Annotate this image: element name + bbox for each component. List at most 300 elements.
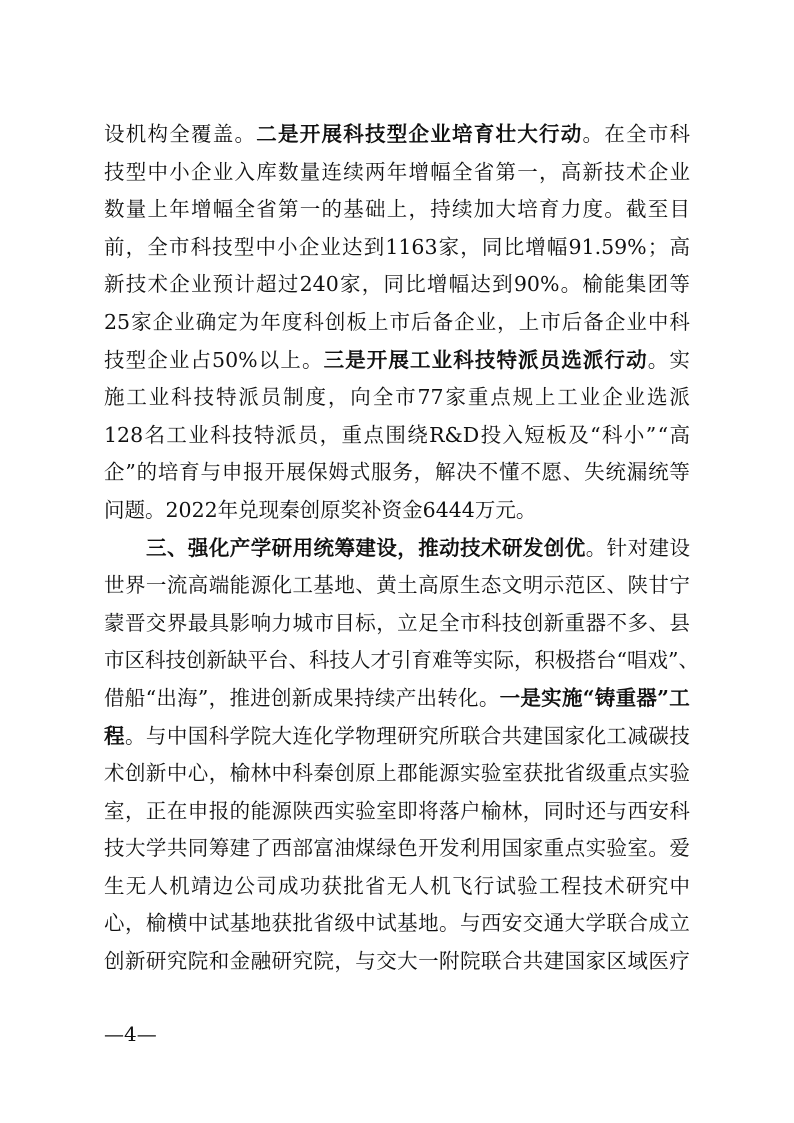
text-char: 对 [627, 535, 649, 560]
text-char: 文 [501, 573, 523, 598]
text-char: “ [145, 685, 157, 710]
text-char: 业 [212, 159, 234, 184]
text-char: 重 [606, 761, 627, 786]
text-char: 上 [376, 761, 397, 786]
text-char: 解 [434, 460, 456, 485]
bold-text-char: 二 [256, 122, 277, 146]
text-char: 榆 [229, 761, 251, 786]
text-char: 船 [124, 685, 146, 710]
text-char: 榆 [145, 911, 167, 936]
text-char: 实 [648, 761, 669, 786]
bold-text-char: 是 [520, 685, 541, 710]
text-char: “ [590, 422, 601, 447]
text-char: 上 [147, 197, 168, 222]
text-char: 陕 [627, 573, 648, 598]
text-char: 端 [208, 573, 230, 598]
text-char: 库 [256, 159, 277, 184]
text-char: 了 [250, 836, 272, 861]
text-char: 过 [277, 272, 299, 297]
text-char: 进 [250, 685, 271, 710]
text-char: 出 [416, 685, 437, 710]
text-char: 开 [418, 836, 439, 861]
text-line [104, 116, 690, 154]
text-char: 不 [477, 460, 499, 485]
text-char: 验 [480, 761, 502, 786]
text-char: 科 [669, 122, 690, 146]
text-char: 国 [543, 723, 565, 748]
text-char: 多 [627, 610, 648, 635]
text-char: 共 [501, 723, 523, 748]
text-char: 即 [397, 798, 418, 823]
text-char: 转 [437, 685, 458, 710]
text-char: 新 [104, 272, 125, 297]
text-char: 同 [543, 798, 565, 823]
text-char: 验 [355, 798, 376, 823]
text-char: 元 [495, 497, 516, 522]
text-char: ， [327, 385, 349, 410]
text-line [104, 755, 690, 793]
bold-text-char: 科 [343, 122, 364, 146]
text-char: 上 [518, 309, 540, 334]
text-char: 选 [646, 385, 668, 410]
text-char: 县 [669, 610, 690, 635]
text-char: 技 [104, 347, 125, 372]
text-char: 兑 [238, 497, 259, 522]
text-char: 行 [473, 873, 495, 898]
text-char: ， [539, 159, 560, 184]
text-char: 中 [147, 159, 168, 184]
text-char: 幅 [546, 234, 568, 259]
text-char: 中 [187, 911, 209, 936]
text-char: 型 [125, 347, 147, 372]
text-char: 甘 [648, 573, 669, 598]
text-char: R&D [429, 422, 480, 447]
text-char: 业 [669, 159, 690, 184]
text-char: 市 [395, 385, 416, 410]
text-char: 小 [623, 422, 645, 447]
text-char: 集 [625, 272, 647, 297]
text-char: 、 [355, 573, 376, 598]
text-char: 试 [208, 911, 230, 936]
text-char: 服 [371, 460, 392, 485]
text-char: 国 [564, 949, 586, 974]
text-char: 高 [187, 573, 209, 598]
bold-text-char: 派 [582, 347, 604, 372]
text-char: 公 [234, 873, 255, 898]
bold-text-char: 研 [271, 535, 293, 560]
text-char: 点 [627, 761, 648, 786]
text-char: 度 [281, 309, 303, 334]
bold-text-char: 、 [166, 535, 188, 560]
text-char: 截 [626, 197, 647, 222]
text-line [104, 454, 690, 492]
text-char: 年 [217, 497, 239, 522]
text-char: 秦 [313, 761, 334, 786]
text-char: 家 [522, 836, 544, 861]
text-char: 。 [604, 197, 625, 222]
text-char: 派 [238, 385, 259, 410]
text-char: 影 [229, 610, 251, 635]
text-char: 续 [343, 159, 364, 184]
text-char: 学 [229, 723, 251, 748]
text-char: 研 [271, 949, 292, 974]
bold-text-char: 开 [299, 122, 321, 146]
text-char: 设 [669, 535, 690, 560]
text-char: 化 [585, 723, 607, 748]
text-char: 究 [647, 873, 669, 898]
text-char: 中 [255, 234, 276, 259]
text-char: 年 [386, 159, 408, 184]
text-char: 、 [678, 648, 699, 673]
bold-text-char: 员 [539, 347, 561, 372]
text-char: 础 [365, 197, 386, 222]
text-char: 。 [648, 836, 669, 861]
text-char: 晋 [124, 610, 146, 635]
text-char: 中 [355, 911, 376, 936]
text-char: 申 [187, 798, 209, 823]
text-char: 针 [606, 535, 628, 560]
text-char: 全 [452, 159, 473, 184]
text-char: 确 [195, 309, 217, 334]
text-char: 与 [145, 723, 167, 748]
text-char: 产 [395, 685, 417, 710]
text-char: 点 [490, 385, 511, 410]
text-char: 育 [411, 648, 432, 673]
text-char: 化 [313, 723, 334, 748]
text-char: 力 [271, 610, 292, 635]
text-char: 全 [439, 610, 460, 635]
text-char: ， [376, 610, 397, 635]
bold-text-char: 科 [453, 347, 474, 372]
text-char: 连 [321, 159, 342, 184]
text-char: 与 [606, 798, 627, 823]
text-char: 研 [145, 949, 167, 974]
text-char: 定 [217, 309, 238, 334]
text-char: 业 [188, 422, 209, 447]
text-char: 高 [669, 422, 690, 447]
text-char: 试 [495, 873, 516, 898]
text-char: ， [497, 309, 518, 334]
text-char: 。 [124, 723, 146, 748]
body-text [104, 116, 699, 981]
text-char: 创 [124, 761, 146, 786]
text-char: 等 [669, 272, 690, 297]
text-char: 、 [606, 573, 627, 598]
text-char: 研 [397, 723, 418, 748]
text-char: 油 [334, 836, 355, 861]
text-char: 年 [169, 197, 190, 222]
text-char: 入 [502, 422, 524, 447]
text-char: 院 [313, 949, 334, 974]
text-char: 验 [669, 761, 690, 786]
bold-text-char: 一 [499, 685, 521, 710]
text-char: ， [319, 422, 341, 447]
text-char: 交 [522, 911, 544, 936]
text-char: 业 [168, 347, 190, 372]
text-char: 绿 [376, 836, 397, 861]
text-char: 员 [297, 422, 319, 447]
text-char: 达 [342, 234, 363, 259]
text-char: 术 [104, 761, 125, 786]
text-char: ， [361, 272, 383, 297]
text-char: 成 [278, 873, 299, 898]
text-line [104, 718, 690, 756]
text-char: 标 [355, 610, 376, 635]
text-char: 愿 [541, 460, 563, 485]
text-char: 建 [522, 723, 544, 748]
text-char: 术 [604, 873, 625, 898]
text-char: 高 [560, 159, 582, 184]
text-char: 市 [540, 309, 561, 334]
text-char: 域 [627, 949, 648, 974]
text-char: 技 [212, 234, 233, 259]
text-char: 、 [648, 610, 669, 635]
text-char: 究 [166, 949, 188, 974]
bold-text-char: 铸 [594, 685, 616, 710]
text-char: 达 [470, 272, 491, 297]
bold-text-char: 三 [146, 535, 167, 560]
text-line [104, 342, 690, 380]
text-char: 报 [243, 460, 264, 485]
text-char: 构 [147, 122, 168, 146]
text-char: 。 [515, 497, 537, 522]
text-char: 碳 [648, 723, 669, 748]
text-char: 获 [321, 873, 342, 898]
text-char: 入 [234, 159, 255, 184]
text-char: 引 [391, 648, 412, 673]
text-char: 技 [193, 385, 215, 410]
text-char: 规 [512, 385, 534, 410]
text-char: 覆 [191, 122, 212, 146]
text-char: 短 [524, 422, 545, 447]
bold-text-char: 建 [355, 535, 376, 560]
text-char: 上 [280, 347, 301, 372]
bold-text-char: 特 [496, 347, 517, 372]
text-char: 落 [439, 798, 460, 823]
text-char: 。 [301, 347, 323, 372]
bold-text-char: 技 [474, 347, 496, 372]
text-char: 黄 [376, 573, 397, 598]
text-char: 及 [568, 422, 589, 447]
bold-text-char: 行 [604, 347, 625, 372]
text-char: 团 [647, 272, 669, 297]
text-char: 科 [292, 761, 313, 786]
text-char: 交 [145, 610, 167, 635]
text-char: 与 [355, 949, 376, 974]
text-char: 幅 [212, 197, 234, 222]
text-char: 林 [250, 761, 272, 786]
bold-text-char: 动 [560, 122, 582, 146]
text-char: 界 [166, 610, 188, 635]
text-char: 量 [125, 197, 147, 222]
text-char: 企 [647, 159, 669, 184]
bold-text-char: 技 [460, 535, 481, 560]
text-char: 原 [439, 573, 460, 598]
text-char: 缺 [227, 648, 248, 673]
text-char: 戏 [647, 648, 668, 673]
text-char: 创 [271, 685, 292, 710]
text-char: 新 [145, 761, 167, 786]
bold-text-char: 统 [313, 535, 334, 560]
text-char: 立 [397, 610, 418, 635]
text-char: 机 [169, 873, 190, 898]
text-line [104, 642, 699, 680]
text-char: 研 [626, 873, 647, 898]
bold-text-char: 企 [408, 122, 429, 146]
text-char: 开 [264, 460, 285, 485]
text-char: 型 [233, 234, 255, 259]
text-char: 地 [334, 573, 355, 598]
text-char: 科 [669, 798, 690, 823]
text-char: 安 [648, 798, 669, 823]
text-char: 设 [104, 122, 125, 146]
text-char: 基 [313, 573, 334, 598]
bold-text-char: 设 [376, 535, 397, 560]
text-char: ， [413, 460, 435, 485]
text-char: 中 [166, 723, 188, 748]
text-char: 技 [104, 836, 125, 861]
text-line [104, 943, 690, 981]
text-char: 万 [474, 497, 496, 522]
text-char: 建 [648, 535, 669, 560]
text-char: 海 [177, 685, 198, 710]
text-char: 后 [411, 309, 432, 334]
text-char: 业 [626, 309, 647, 334]
text-char: 理 [376, 723, 397, 748]
text-char: 目 [334, 610, 355, 635]
text-char: 一 [418, 949, 439, 974]
text-char: 土 [397, 573, 418, 598]
text-char: 90% [513, 272, 560, 297]
text-char: 不 [606, 610, 627, 635]
text-char: 同 [481, 234, 503, 259]
text-char: 大 [495, 197, 516, 222]
bold-text-char: 优 [564, 535, 586, 560]
text-char: 企 [147, 347, 168, 372]
text-char: 科 [669, 309, 690, 334]
text-char: 围 [385, 422, 406, 447]
text-char: 在 [166, 798, 188, 823]
text-char: 借 [104, 685, 125, 710]
bold-text-char: 工 [410, 347, 431, 372]
text-char: 业 [475, 309, 497, 334]
text-char: 批 [292, 911, 313, 936]
text-char: ， [124, 911, 146, 936]
bold-text-char: ” [657, 685, 669, 710]
text-char: 制 [283, 385, 304, 410]
text-char: 业 [579, 385, 601, 410]
text-char: 重 [564, 610, 586, 635]
text-char: 新 [582, 159, 603, 184]
text-char: 业 [148, 385, 170, 410]
text-char: 才 [370, 648, 391, 673]
bold-text-char: 用 [292, 535, 314, 560]
text-char: 能 [250, 798, 272, 823]
text-char: 企 [604, 309, 626, 334]
text-char: 至 [647, 197, 669, 222]
text-char: 安 [501, 911, 523, 936]
bold-text-char: 推 [418, 535, 439, 560]
text-char: 际 [493, 648, 514, 673]
text-char: 联 [480, 949, 502, 974]
text-char: 家 [564, 723, 586, 748]
text-char: 技 [104, 159, 125, 184]
text-char: 幅 [448, 272, 470, 297]
text-char: 能 [418, 761, 439, 786]
text-char: 蒙 [104, 610, 125, 635]
text-char: 级 [334, 911, 355, 936]
text-char: 新 [206, 648, 227, 673]
text-char: 将 [418, 798, 439, 823]
text-char: 技 [604, 159, 625, 184]
text-char: 绕 [407, 422, 428, 447]
bold-text-char: 行 [539, 122, 560, 146]
text-char: ， [522, 798, 544, 823]
text-char: 通 [543, 911, 565, 936]
text-char: 室 [501, 761, 523, 786]
text-char: 室 [376, 798, 397, 823]
bold-text-char: 术 [481, 535, 502, 560]
text-char: 保 [307, 460, 328, 485]
text-char: 化 [458, 685, 479, 710]
text-line [104, 417, 690, 455]
text-char: 问 [104, 497, 125, 522]
text-char: 大 [564, 911, 586, 936]
text-char: ， [514, 648, 535, 673]
text-char: 共 [166, 836, 188, 861]
bold-text-char: 发 [522, 535, 544, 560]
text-char: 企 [298, 234, 320, 259]
text-char: 目 [669, 197, 690, 222]
text-char: 合 [627, 911, 648, 936]
text-char: 懂 [498, 460, 520, 485]
text-char: 、 [288, 648, 309, 673]
text-char: 投 [480, 422, 502, 447]
text-char: 不 [520, 460, 541, 485]
text-char: 企 [169, 272, 190, 297]
text-char: 预 [212, 272, 234, 297]
text-char: 年 [260, 309, 281, 334]
text-char: 全 [626, 122, 647, 146]
text-char: 创 [299, 497, 321, 522]
text-char: 为 [238, 309, 260, 334]
text-char: 科 [309, 648, 330, 673]
text-char: ” [645, 422, 657, 447]
text-char: 报 [208, 798, 230, 823]
text-char: 户 [459, 798, 481, 823]
bold-text-char: 是 [345, 347, 366, 372]
text-char: 高 [669, 234, 690, 259]
text-char: 色 [397, 836, 418, 861]
text-char: 榆 [480, 798, 502, 823]
text-char: 和 [208, 949, 230, 974]
text-char: 合 [501, 949, 523, 974]
text-char: 级 [585, 761, 607, 786]
text-char: 特 [215, 385, 237, 410]
text-char: 器 [585, 610, 607, 635]
text-char: 派 [669, 385, 690, 410]
text-char: 第 [278, 197, 299, 222]
text-char: 秦 [279, 497, 300, 522]
text-char: 等 [452, 648, 473, 673]
text-char: 加 [473, 197, 495, 222]
text-char: 增 [525, 234, 546, 259]
bold-text-char: 展 [388, 347, 409, 372]
bold-text-char: 型 [386, 122, 408, 146]
bold-text-char: 实 [541, 685, 562, 710]
text-char: 创 [324, 309, 346, 334]
text-char: 市 [647, 122, 669, 146]
